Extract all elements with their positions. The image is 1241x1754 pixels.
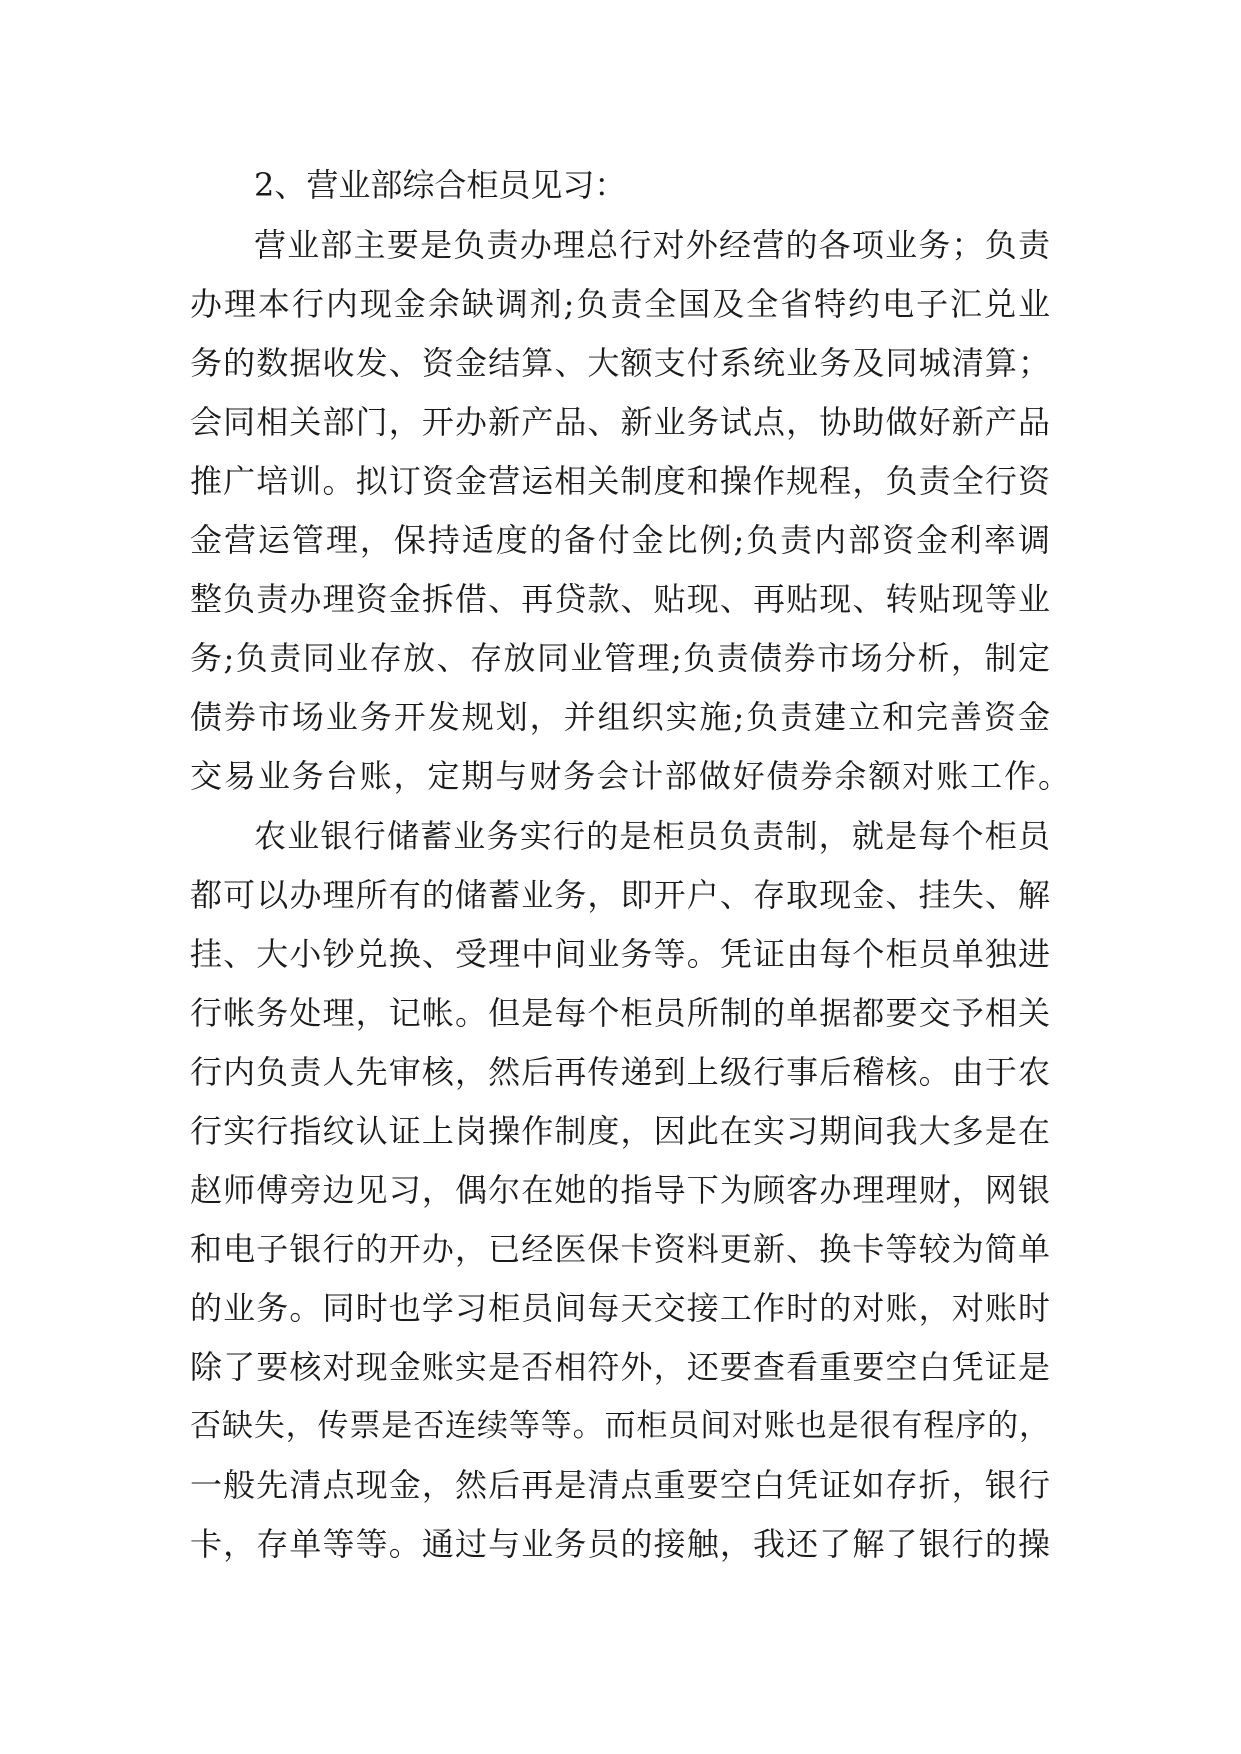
paragraph-1-line: 债券市场业务开发规划，并组织实施;负责建立和完善资金	[190, 698, 1050, 736]
paragraph-2-line: 挂、大小钞兑换、受理中间业务等。凭证由每个柜员单独进	[190, 935, 1050, 973]
paragraph-2-line: 赵师傅旁边见习，偶尔在她的指导下为顾客办理理财，网银	[190, 1171, 1050, 1209]
paragraph-1-line: 交易业务台账，定期与财务会计部做好债券余额对账工作。	[190, 757, 1070, 795]
paragraph-1-line: 务;负责同业存放、存放同业管理;负责债券市场分析，制定	[190, 639, 1050, 677]
paragraph-2-line: 否缺失，传票是否连续等等。而柜员间对账也是很有程序的，	[190, 1408, 1050, 1444]
paragraph-2-line: 的业务。同时也学习柜员间每天交接工作时的对账，对账时	[190, 1289, 1050, 1327]
paragraph-1-line: 营业部主要是负责办理总行对外经营的各项业务；负责	[254, 226, 1050, 264]
paragraph-1-line: 整负责办理资金拆借、再贷款、贴现、再贴现、转贴现等业	[190, 580, 1050, 618]
paragraph-2-line: 行实行指纹认证上岗操作制度，因此在实习期间我大多是在	[190, 1112, 1050, 1150]
paragraph-2-line: 和电子银行的开办，已经医保卡资料更新、换卡等较为简单	[190, 1230, 1050, 1268]
paragraph-2-line: 除了要核对现金账实是否相符外，还要查看重要空白凭证是	[190, 1348, 1050, 1386]
paragraph-2-line: 一般先清点现金，然后再是清点重要空白凭证如存折，银行	[190, 1466, 1050, 1504]
paragraph-2-line: 都可以办理所有的储蓄业务，即开户、存取现金、挂失、解	[190, 876, 1050, 914]
paragraph-2-line: 行帐务处理，记帐。但是每个柜员所制的单据都要交予相关	[190, 994, 1050, 1032]
paragraph-1-line: 推广培训。拟订资金营运相关制度和操作规程，负责全行资	[190, 462, 1050, 500]
paragraph-1-line: 务的数据收发、资金结算、大额支付系统业务及同城清算；	[190, 344, 1050, 382]
section-heading: 2、营业部综合柜员见习：	[254, 166, 627, 204]
paragraph-2-line: 行内负责人先审核，然后再传递到上级行事后稽核。由于农	[190, 1053, 1050, 1091]
paragraph-2-line: 卡，存单等等。通过与业务员的接触，我还了解了银行的操	[190, 1525, 1050, 1563]
paragraph-1-line: 金营运管理，保持适度的备付金比例;负责内部资金利率调	[190, 521, 1050, 559]
paragraph-1-line: 会同相关部门，开办新产品、新业务试点，协助做好新产品	[190, 403, 1050, 441]
paragraph-1-line: 办理本行内现金余缺调剂;负责全国及全省特约电子汇兑业	[190, 285, 1050, 323]
paragraph-2-line: 农业银行储蓄业务实行的是柜员负责制，就是每个柜员	[254, 817, 1050, 855]
